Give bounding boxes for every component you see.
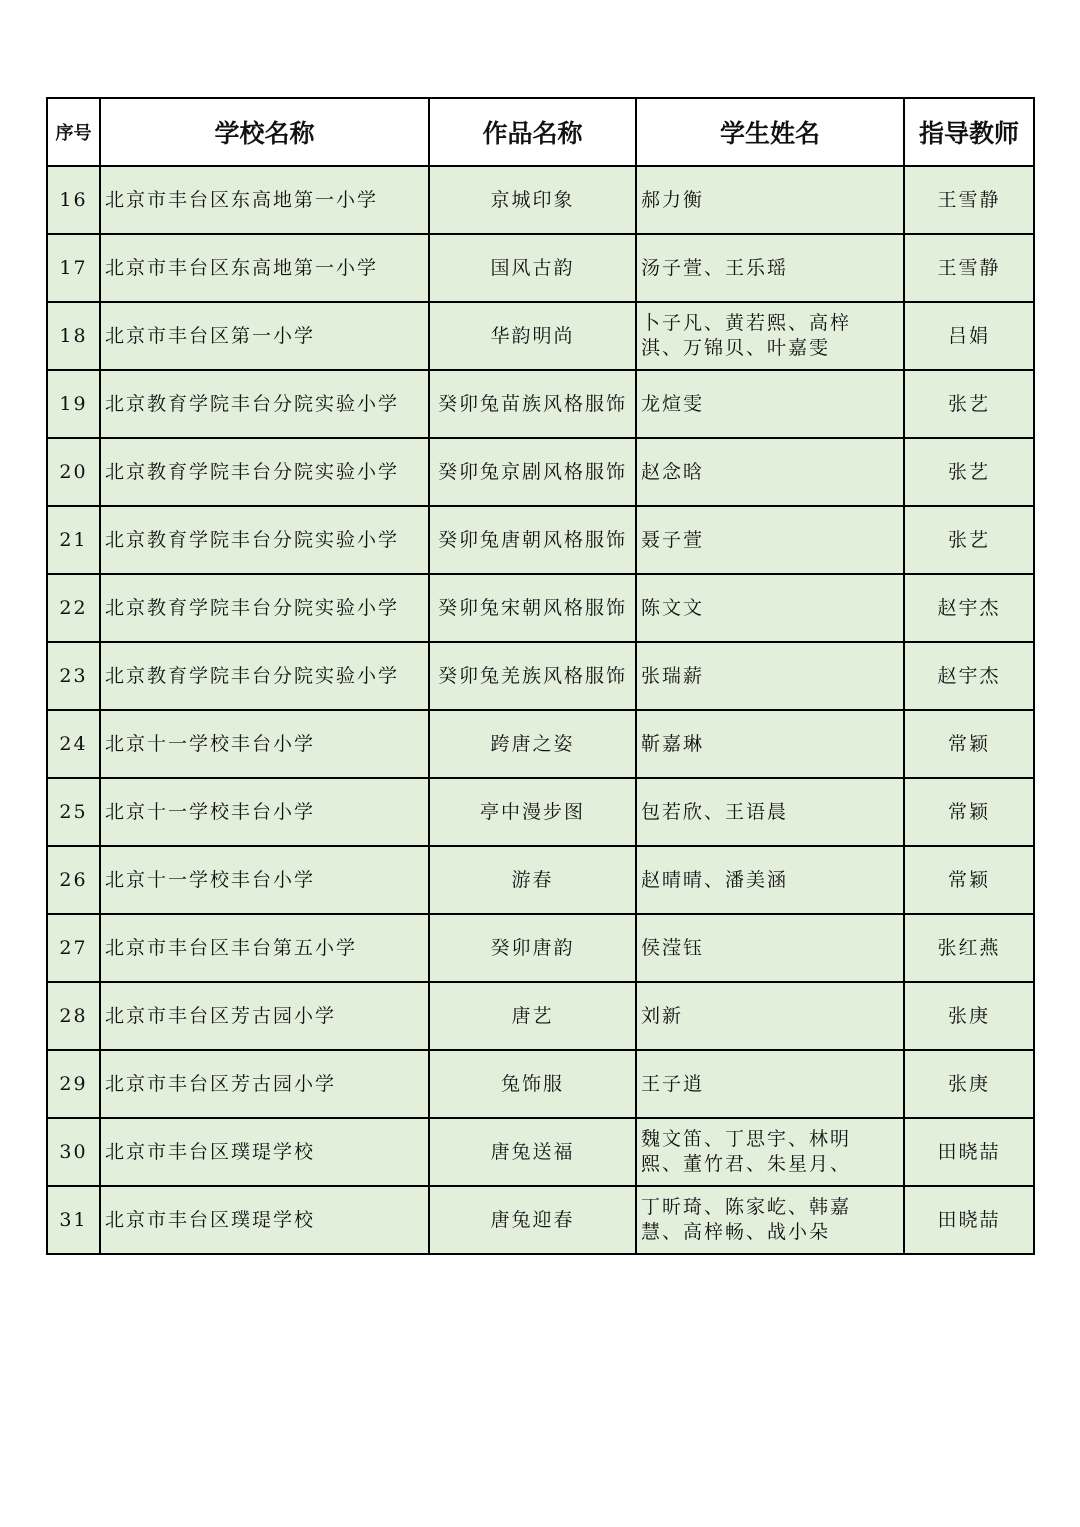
cell-teacher-name: 田晓喆 <box>904 1186 1034 1254</box>
cell-student-names: 魏文笛、丁思宇、林明熙、董竹君、朱星月、 <box>636 1118 904 1186</box>
cell-index: 23 <box>47 642 100 710</box>
award-list-sheet <box>46 97 1033 1255</box>
cell-work-title: 京城印象 <box>429 166 636 234</box>
table-row <box>47 1050 1034 1118</box>
table-body <box>47 166 1034 1254</box>
cell-student-names: 靳嘉琳 <box>636 710 904 778</box>
cell-school-name: 北京教育学院丰台分院实验小学 <box>100 506 429 574</box>
cell-work-title: 癸卯兔唐朝风格服饰 <box>429 506 636 574</box>
cell-student-names: 赵念晗 <box>636 438 904 506</box>
cell-student-names: 刘新 <box>636 982 904 1050</box>
cell-school-name: 北京教育学院丰台分院实验小学 <box>100 574 429 642</box>
cell-work-title: 唐兔迎春 <box>429 1186 636 1254</box>
cell-index: 25 <box>47 778 100 846</box>
cell-teacher-name: 张艺 <box>904 370 1034 438</box>
table-row <box>47 302 1034 370</box>
cell-student-names: 郝力衡 <box>636 166 904 234</box>
cell-teacher-name: 张红燕 <box>904 914 1034 982</box>
cell-index: 27 <box>47 914 100 982</box>
cell-school-name: 北京市丰台区璞瑅学校 <box>100 1186 429 1254</box>
cell-school-name: 北京十一学校丰台小学 <box>100 710 429 778</box>
cell-work-title: 癸卯唐韵 <box>429 914 636 982</box>
cell-work-title: 国风古韵 <box>429 234 636 302</box>
cell-teacher-name: 常颖 <box>904 846 1034 914</box>
cell-school-name: 北京市丰台区璞瑅学校 <box>100 1118 429 1186</box>
cell-school-name: 北京市丰台区芳古园小学 <box>100 1050 429 1118</box>
cell-student-names: 陈文文 <box>636 574 904 642</box>
table-row <box>47 846 1034 914</box>
cell-work-title: 游春 <box>429 846 636 914</box>
cell-student-names: 侯滢钰 <box>636 914 904 982</box>
cell-teacher-name: 王雪静 <box>904 166 1034 234</box>
cell-student-names: 包若欣、王语晨 <box>636 778 904 846</box>
header-row <box>47 98 1034 166</box>
table-row <box>47 1186 1034 1254</box>
cell-work-title: 唐兔送福 <box>429 1118 636 1186</box>
cell-index: 22 <box>47 574 100 642</box>
cell-work-title: 癸卯兔宋朝风格服饰 <box>429 574 636 642</box>
cell-teacher-name: 赵宇杰 <box>904 574 1034 642</box>
cell-student-names: 聂子萱 <box>636 506 904 574</box>
cell-work-title: 癸卯兔苗族风格服饰 <box>429 370 636 438</box>
cell-school-name: 北京市丰台区东高地第一小学 <box>100 166 429 234</box>
cell-index: 31 <box>47 1186 100 1254</box>
cell-student-names: 龙煊雯 <box>636 370 904 438</box>
cell-student-names: 丁昕琦、陈家屹、韩嘉慧、高梓畅、战小朵 <box>636 1186 904 1254</box>
table-row <box>47 642 1034 710</box>
table-row <box>47 778 1034 846</box>
cell-school-name: 北京市丰台区东高地第一小学 <box>100 234 429 302</box>
cell-teacher-name: 吕娟 <box>904 302 1034 370</box>
table-row <box>47 574 1034 642</box>
cell-student-names: 卜子凡、黄若熙、高梓淇、万锦贝、叶嘉雯 <box>636 302 904 370</box>
table-row <box>47 914 1034 982</box>
table-row <box>47 438 1034 506</box>
cell-index: 19 <box>47 370 100 438</box>
cell-work-title: 亭中漫步图 <box>429 778 636 846</box>
cell-teacher-name: 张庚 <box>904 1050 1034 1118</box>
cell-work-title: 兔饰服 <box>429 1050 636 1118</box>
table-row <box>47 710 1034 778</box>
cell-school-name: 北京市丰台区丰台第五小学 <box>100 914 429 982</box>
cell-teacher-name: 赵宇杰 <box>904 642 1034 710</box>
cell-teacher-name: 张艺 <box>904 438 1034 506</box>
cell-school-name: 北京十一学校丰台小学 <box>100 778 429 846</box>
cell-student-names: 张瑞薪 <box>636 642 904 710</box>
table-row <box>47 982 1034 1050</box>
cell-student-names: 汤子萱、王乐瑶 <box>636 234 904 302</box>
cell-index: 21 <box>47 506 100 574</box>
cell-teacher-name: 张艺 <box>904 506 1034 574</box>
cell-index: 29 <box>47 1050 100 1118</box>
cell-index: 28 <box>47 982 100 1050</box>
column-header-students: 学生姓名 <box>636 98 904 166</box>
cell-index: 26 <box>47 846 100 914</box>
cell-teacher-name: 常颖 <box>904 710 1034 778</box>
cell-index: 17 <box>47 234 100 302</box>
cell-index: 30 <box>47 1118 100 1186</box>
table-row <box>47 506 1034 574</box>
table-row <box>47 234 1034 302</box>
table-row <box>47 1118 1034 1186</box>
cell-school-name: 北京教育学院丰台分院实验小学 <box>100 642 429 710</box>
column-header-work: 作品名称 <box>429 98 636 166</box>
cell-work-title: 癸卯兔羌族风格服饰 <box>429 642 636 710</box>
table-row <box>47 370 1034 438</box>
cell-school-name: 北京教育学院丰台分院实验小学 <box>100 370 429 438</box>
cell-student-names: 赵晴晴、潘美涵 <box>636 846 904 914</box>
cell-teacher-name: 常颖 <box>904 778 1034 846</box>
cell-work-title: 华韵明尚 <box>429 302 636 370</box>
cell-work-title: 唐艺 <box>429 982 636 1050</box>
cell-work-title: 癸卯兔京剧风格服饰 <box>429 438 636 506</box>
column-header-school: 学校名称 <box>100 98 429 166</box>
cell-work-title: 跨唐之姿 <box>429 710 636 778</box>
cell-school-name: 北京市丰台区第一小学 <box>100 302 429 370</box>
table-row <box>47 166 1034 234</box>
column-header-index: 序号 <box>47 98 100 166</box>
cell-teacher-name: 田晓喆 <box>904 1118 1034 1186</box>
cell-school-name: 北京十一学校丰台小学 <box>100 846 429 914</box>
cell-school-name: 北京教育学院丰台分院实验小学 <box>100 438 429 506</box>
cell-school-name: 北京市丰台区芳古园小学 <box>100 982 429 1050</box>
award-roster-table <box>46 97 1035 1255</box>
column-header-teacher: 指导教师 <box>904 98 1034 166</box>
cell-teacher-name: 王雪静 <box>904 234 1034 302</box>
cell-index: 20 <box>47 438 100 506</box>
cell-index: 18 <box>47 302 100 370</box>
cell-index: 16 <box>47 166 100 234</box>
table-header <box>47 98 1034 166</box>
cell-teacher-name: 张庚 <box>904 982 1034 1050</box>
cell-index: 24 <box>47 710 100 778</box>
cell-student-names: 王子逍 <box>636 1050 904 1118</box>
